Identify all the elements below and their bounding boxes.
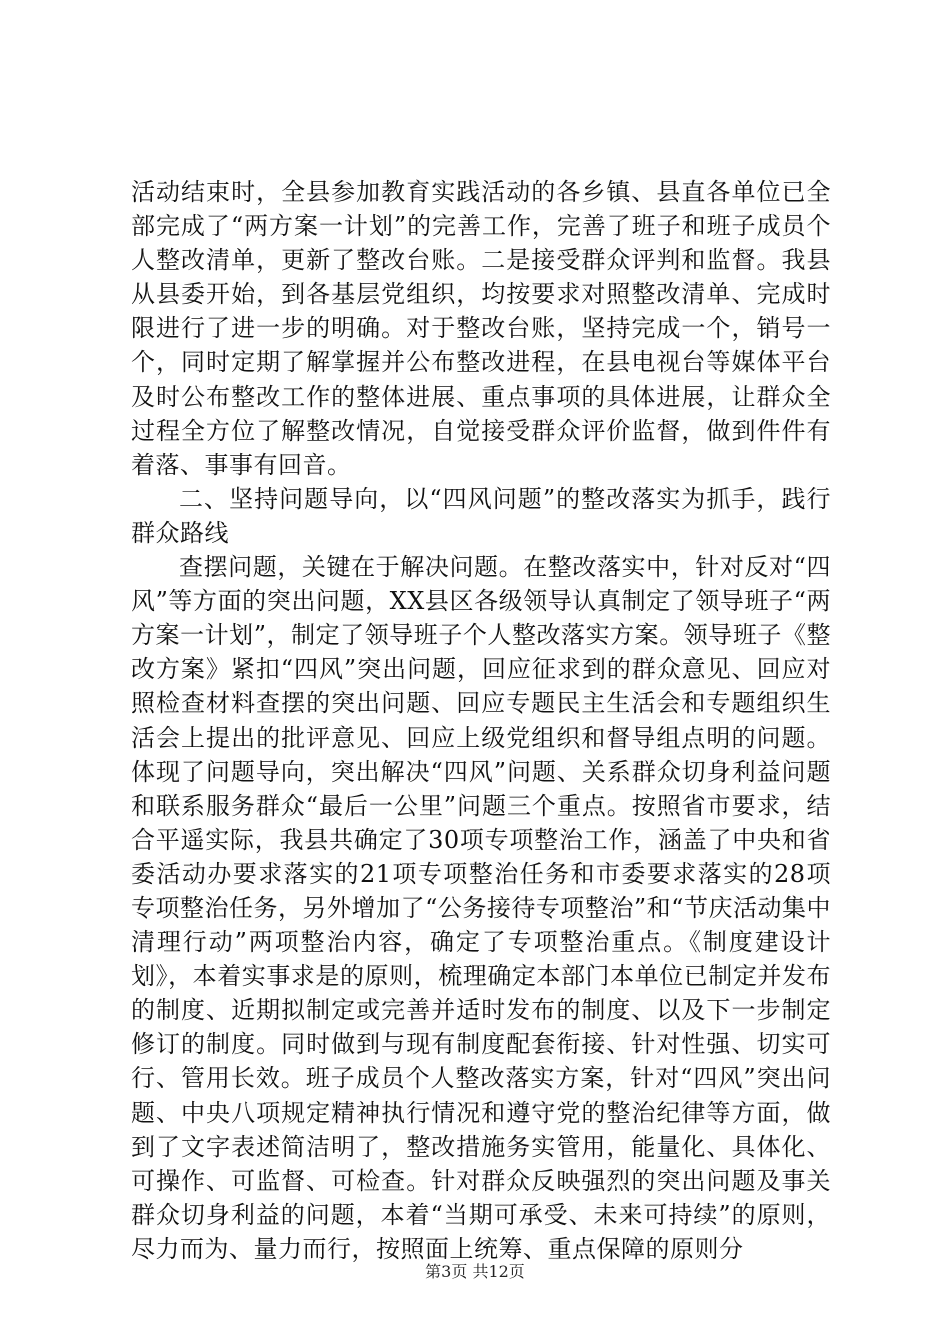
document-body	[131, 175, 831, 1266]
section-heading: 二、坚持问题导向，以“四风问题”的整改落实为抓手，践行群众路线	[131, 484, 831, 547]
paragraph-continuation: 活动结束时，全县参加教育实践活动的各乡镇、县直各单位已全部完成了“两方案一计划”的完善工作，完善了班子和班子成员个人整改清单，更新了整改台账。二是接受群众评判和监督。我县从县委开始，到各基层党组织，均按要求对照整改清单、完成时限进行了进一步的明确。对于整改台账，坚持完成一个，销号一个，同时定期了解掌握并公布整改进程，在县电视台等媒体平台及时公布整改工作的整体进展、重点事项的具体进展，让群众全过程全方位了解整改情况，自觉接受群众评价监督，做到件件有着落、事事有回音。	[131, 178, 831, 479]
paragraph-body: 查摆问题，关键在于解决问题。在整改落实中，针对反对“四风”等方面的突出问题，XX县区各级领导认真制定了领导班子“两方案一计划”，制定了领导班子个人整改落实方案。领导班子《整改方案》紧扣“四风”突出问题，回应征求到的群众意见、回应对照检查材料查摆的突出问题、回应专题民主生活会和专题组织生活会上提出的批评意见、回应上级党组织和督导组点明的问题。体现了问题导向，突出解决“四风”问题、关系群众切身利益问题和联系服务群众“最后一公里”问题三个重点。按照省市要求，结合平遥实际，我县共确定了30项专项整治工作，涵盖了中央和省委活动办要求落实的21项专项整治任务和市委要求落实的28项专项整治任务，另外增加了“公务接待专项整治”和“节庆活动集中清理行动”两项整治内容，确定了专项整治重点。《制度建设计划》，本着实事求是的原则，梳理确定本部门本单位已制定并发布的制度、近期拟制定或完善并适时发布的制度、以及下一步制定修订的制度。同时做到与现有制度配套衔接、针对性强、切实可行、管用长效。班子成员个人整改落实方案，针对“四风”突出问题、中央八项规定精神执行情况和遵守党的整治纪律等方面，做到了文字表述简洁明了，整改措施务实管用，能量化、具体化、可操作、可监督、可检查。针对群众反映强烈的突出问题及事关群众切身利益的问题，本着“当期可承受、未来可持续”的原则，尽力而为、量力而行，按照面上统筹、重点保障的原则分	[131, 553, 831, 1263]
page-number: 第3页 共12页	[425, 1262, 525, 1281]
page-footer	[0, 1259, 950, 1282]
